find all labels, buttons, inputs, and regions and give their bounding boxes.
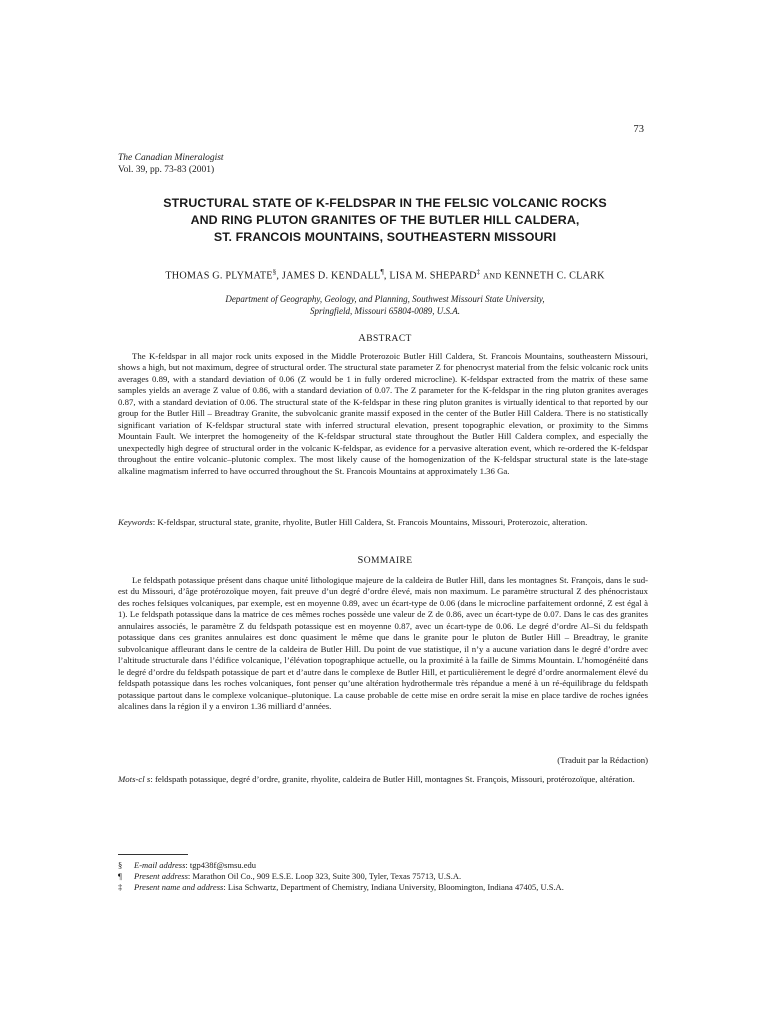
affiliation: Department of Geography, Geology, and Planning, Southwest Missouri State University, Springfield, Missouri 65804-0089, U.S.A. [225,294,545,316]
author-name: JAMES D. KENDALL [281,270,381,282]
footnote-rule [118,854,188,855]
author-mark: ¶ [380,268,384,276]
title-line: STRUCTURAL STATE OF K-FELDSPAR IN THE FELSIC VOLCANIC ROCKS [163,196,607,210]
journal-volume: Vol. 39, pp. 73-83 (2001) [118,165,215,175]
author-and: AND [483,271,502,281]
author-name: LISA M. SHEPARD [389,270,477,282]
keywords: Keywords: K-feldspar, structural state, granite, rhyolite, Butler Hill Caldera, St. Francois Mountains, Missouri, Proterozoic, alteration. [118,517,588,527]
abstract-heading: ABSTRACT [358,333,412,344]
title-line: ST. FRANCOIS MOUNTAINS, SOUTHEASTERN MISSOURI [213,230,557,244]
author-list: THOMAS G. PLYMATE§, JAMES D. KENDALL¶, LISA M. SHEPARD‡ AND KENNETH C. CLARK [165,268,605,282]
footnote: § E-mail address: tgp438f@smsu.edu [118,860,257,870]
author-mark: § [272,268,277,276]
sommaire-heading: SOMMAIRE [357,555,413,566]
mots-cles: Mots-cl s: feldspath potassique, degré d’ordre, granite, rhyolite, caldeira de Butler Hill, montagnes St. François, Missouri, protérozoïque, altération. [118,774,635,784]
title-line: AND RING PLUTON GRANITES OF THE BUTLER HILL CALDERA, [190,213,580,227]
author-name: THOMAS G. PLYMATE [165,270,273,282]
journal-citation [118,152,224,176]
sommaire-text: Le feldspath potassique présent dans chaque unité lithologique majeure de la caldeira de Butler Hill, dans les montagnes St. François, dans le sud-est du Missouri, d’âge protérozoïque moyen, fait preuve d’un degré d’ordre élevé, mais non maximum. Le paramètre structural Z des phénocristaux des roches felsiques volcaniques, par exemple, est en moyenne 0.89, avec un écart-type de 0.06 (dans le microcline parfaitement ordonné, Z est égal à 1). Le feldspath potassique dans la matrice de ces mêmes roches possède une valeur de Z de 0.86, avec un écart-type de 0.07. Dans le cas des granites annulaires associés, le paramètre Z du feldspath potassique est en moyenne 0.87, avec un écart-type de 0.06. Le degré d’ordre Al–Si du feldspath potassique dans ces granites annulaires est donc quasiment le même que dans le granite pour le pluton de Butler Hill – Breadtray, le granite subvolcanique affleurant dans le centre de la caldeira de Butler Hill. Du point de vue statistique, il n’y a aucune variation dans le degré d’ordre avec l’altitude structurale dans l’édifice volcanique, l’élévation topographique actuelle, ou la proximité à la faille de Simms Mountain. L’homogénéité dans le degré d’ordre du feldspath potassique de part et d’autre dans le complexe de Butler Hill, et particulièrement le degré d’ordre anormalement élevé du feldspath potassique dans les roches volcaniques, font penser qu’une altération hydrothermale très répandue a mené à un ré-équilibrage du feldspath potassique partout dans le complexe volcanique–plutonique. La cause probable de cette mise en ordre serait la mise en place tardive de roches ignées alcalines dans la région il y a environ 1.36 milliard d’années. [118,575,648,711]
translation-credit: (Traduit par la Rédaction) [557,755,648,765]
abstract-text: The K-feldspar in all major rock units exposed in the Middle Proterozoic Butler Hill Caldera, St. Francois Mountains, southeastern Missouri, shows a high, but not maximum, degree of structural order. The structural state parameter Z for phenocryst material from the felsic volcanic rock units averages 0.89, with a standard deviation of 0.06 (Z would be 1 in fully ordered microcline). K-feldspar extracted from the matrix of these same samples yields an average Z value of 0.86, with a standard deviation of 0.07. The Z parameter for the K-feldspar in the ring pluton granites averages 0.87, with a standard deviation of 0.06. The structural state of the K-feldspar in these ring pluton granites is virtually identical to that reported by our group for the Butler Hill – Breadtray Granite, the subvolcanic granite massif exposed in the center of the Butler Hill Caldera. There is no statistically significant variation of K-feldspar structural state with inferred structural elevation, present topographic elevation, or proximity to the Simms Mountain Fault. We interpret the homogeneity of the K-feldspar structural state throughout the Butler Hill Caldera complex, and especially the unexpectedly high degree of structural order in the volcanic K-feldspar, as evidence for a pervasive alteration event, which re-ordered the K-feldspar throughout the entire volcanic–plutonic complex. The most likely cause of the homogenization of the K-feldspar structural state is the late-stage alkaline magmatism inferred to have occurred throughout the St. Francois Mountains at approximately 1.36 Ga. [118,351,648,476]
page-number: 73 [633,124,644,135]
footnotes [118,860,648,893]
journal-name: The Canadian Mineralogist [118,153,224,163]
paper-title [118,195,652,246]
footnote: ‡ Present name and address: Lisa Schwartz, Department of Chemistry, Indiana University, Bloomington, Indiana 47405, U.S.A. [118,882,564,892]
footnote: ¶ Present address: Marathon Oil Co., 909 E.S.E. Loop 323, Suite 300, Tyler, Texas 75713, U.S.A. [118,871,462,881]
author-name: KENNETH C. CLARK [504,270,605,282]
author-mark: ‡ [476,268,481,276]
